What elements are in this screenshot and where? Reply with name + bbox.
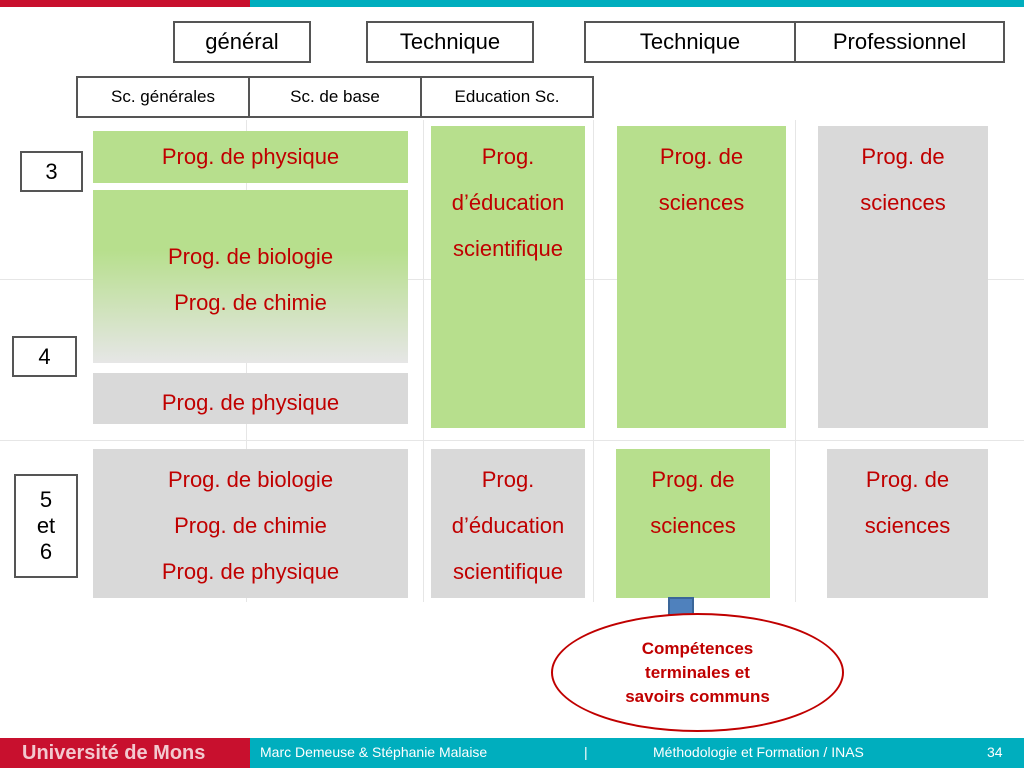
subheader-sc-generales: Sc. générales bbox=[76, 76, 250, 118]
top-accent-bar-red bbox=[0, 0, 250, 7]
block-text: Prog. de chimie bbox=[174, 513, 327, 538]
top-accent-bar-teal bbox=[250, 0, 1024, 7]
block-text: scientifique bbox=[452, 236, 564, 261]
block-text: Prog. de physique bbox=[161, 144, 340, 169]
block-text: Prog. de bbox=[659, 144, 744, 169]
block-text: Prog. de bbox=[651, 467, 735, 492]
ellipse-text: savoirs communs bbox=[625, 686, 770, 706]
level-text: 6 bbox=[39, 539, 53, 564]
block-technique-education-lower bbox=[431, 449, 585, 598]
ellipse-text: Compétences bbox=[641, 638, 754, 658]
footer-separator: | bbox=[584, 744, 588, 760]
block-text: sciences bbox=[650, 513, 736, 538]
subheader-sc-de-base: Sc. de base bbox=[248, 76, 422, 118]
footer-bar bbox=[250, 738, 1024, 768]
block-text: d’éducation bbox=[451, 513, 565, 538]
block-text: Prog. de bbox=[865, 467, 950, 492]
competences-ellipse bbox=[551, 613, 844, 732]
footer-course: Méthodologie et Formation / INAS bbox=[653, 744, 864, 760]
block-text: Prog. de physique bbox=[161, 390, 340, 415]
header-technique-1: Technique bbox=[366, 21, 534, 63]
block-text: sciences bbox=[860, 190, 946, 215]
ellipse-text: terminales et bbox=[645, 662, 750, 682]
subheader-education-sc: Education Sc. bbox=[420, 76, 594, 118]
block-technique-sciences-upper bbox=[617, 126, 786, 428]
block-professionnel-sciences-lower bbox=[827, 449, 988, 598]
footer-university: Université de Mons bbox=[0, 738, 250, 768]
header-professionnel: Professionnel bbox=[794, 21, 1005, 63]
level-text: 5 bbox=[39, 487, 53, 512]
block-technique-education-upper bbox=[431, 126, 585, 428]
grid-line bbox=[593, 120, 594, 602]
block-text: Prog. de biologie bbox=[167, 467, 334, 492]
level-4-box: 4 bbox=[12, 336, 77, 377]
block-general-lower bbox=[93, 449, 408, 598]
block-text: Prog. bbox=[481, 467, 535, 492]
grid-line bbox=[0, 440, 1024, 441]
header-general: général bbox=[173, 21, 311, 63]
block-text: scientifique bbox=[452, 559, 564, 584]
block-text: Prog. de chimie bbox=[174, 290, 327, 315]
level-text: et bbox=[36, 513, 56, 538]
block-general-physique-4 bbox=[93, 373, 408, 424]
block-text: d’éducation bbox=[451, 190, 565, 215]
footer-authors: Marc Demeuse & Stéphanie Malaise bbox=[260, 744, 488, 760]
block-general-physique-3 bbox=[93, 131, 408, 183]
grid-line bbox=[423, 120, 424, 602]
block-technique-sciences-lower bbox=[616, 449, 770, 598]
block-text: Prog. bbox=[481, 144, 535, 169]
block-text: Prog. de bbox=[861, 144, 945, 169]
level-5-6-box bbox=[14, 474, 78, 578]
level-3-box: 3 bbox=[20, 151, 83, 192]
block-general-bio-chimie bbox=[93, 190, 408, 363]
block-text: Prog. de physique bbox=[161, 559, 340, 584]
grid-line bbox=[795, 120, 796, 602]
footer-page-number: 34 bbox=[987, 744, 1003, 760]
block-professionnel-sciences-upper bbox=[818, 126, 988, 428]
block-text: Prog. de biologie bbox=[167, 244, 334, 269]
header-technique-2: Technique bbox=[584, 21, 796, 63]
block-text: sciences bbox=[658, 190, 745, 215]
block-text: sciences bbox=[864, 513, 951, 538]
